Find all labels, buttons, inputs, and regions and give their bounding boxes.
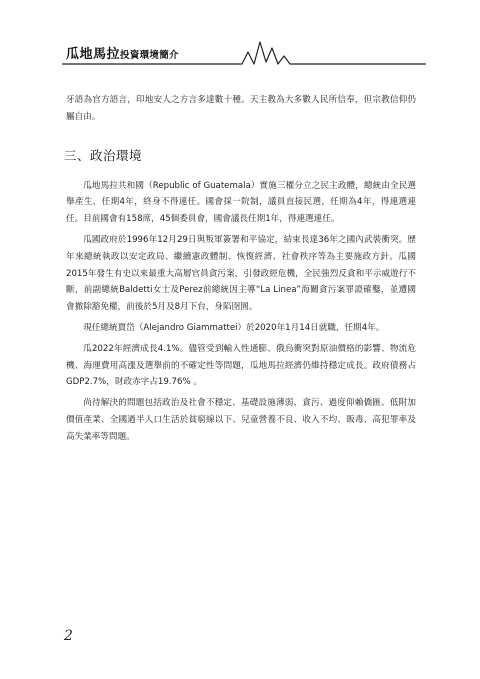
- intro-paragraph: 牙語為官方語言，印地安人之方言多達數十種。天主教為大多數人民所信奉，但宗教信仰仍屬自由。: [66, 95, 416, 122]
- header-title-main: 瓜地馬拉: [66, 47, 121, 62]
- page-number: 2: [64, 628, 73, 644]
- section-title: 三、政治環境: [64, 147, 143, 163]
- paragraph-peace-and-corruption: 瓜國政府於1996年12月29日與叛軍簽署和平協定，結束長達36年之國內武裝衝突。歷年來總統執政以安定政局、繼續憲政體制、恢復經濟、社會秩序等為主要施政方針。瓜國2015年發生有史以來最重大高層官員貪污案，引發政經危機，全民強烈反貪和平示威遊行不斷，前副總統Baldetti女士及Perez前總統因主導“La Linea”海關貪污案罪證確鑿，並遭國會撤除豁免權，前後於5月及8月下台，身陷囹圄。: [66, 234, 416, 313]
- paragraph-government-structure: 瓜地馬拉共和國（Republic of Guatemala）實施三權分立之民主政體，總統由全民選舉產生，任期4年，終身不得連任。國會採一院制，議員直接民選，任期為4年，得連選連任。目前國會有158席，45個委員會，國會議長任期1年，得連選連任。: [66, 180, 416, 225]
- paragraph-pending-issues: 尚待解決的問題包括政治及社會不穩定、基礎設施薄弱、貪污、過度仰賴僑匯、低附加價值產業、全國過半人口生活於貧窮線以下、兒童營養不良、收入不均、販毒、高犯罪率及高失業率等問題。: [66, 398, 416, 442]
- header-title: [66, 43, 179, 62]
- running-header: [62, 38, 426, 66]
- document-body: [66, 92, 416, 450]
- paragraph-economy: 瓜2022年經濟成長4.1%。儘管受到輸入性通膨、俄烏衝突對原油價格的影響、物流危機、海運費用高漲及選舉前的不確定性等問題，瓜地馬拉經濟仍維持穩定成長。政府債務占GDP2.7%，財政赤字占19.76% 。: [66, 343, 416, 388]
- header-title-sub: 投資環境簡介: [120, 50, 179, 61]
- paragraph-current-president: 現任總統賈岱（Alejandro Giammattei）於2020年1月14日就職，任期4年。: [83, 322, 385, 333]
